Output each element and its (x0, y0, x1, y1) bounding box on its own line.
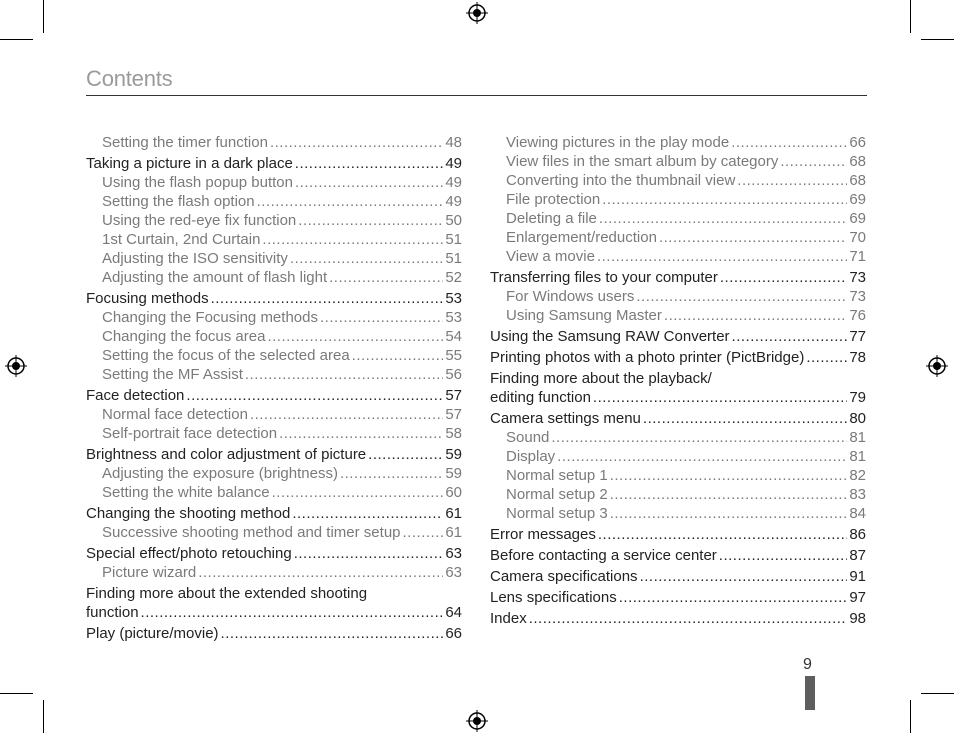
toc-entry-title: Normal face detection (102, 406, 248, 423)
toc-entry-page: 83 (849, 486, 866, 503)
registration-mark-icon (5, 355, 27, 377)
toc-entry[interactable] (86, 405, 462, 424)
toc-entry-page: 61 (445, 524, 462, 541)
toc-leader-dots (599, 209, 847, 228)
toc-entry[interactable] (490, 209, 866, 228)
toc-entry-title: Enlargement/reduction (506, 229, 657, 246)
toc-leader-dots (329, 268, 443, 287)
toc-entry-title: function (86, 604, 139, 621)
toc-entry-page: 54 (445, 328, 462, 345)
toc-entry-title: Changing the Focusing methods (102, 309, 318, 326)
toc-entry-page: 55 (445, 347, 462, 364)
registration-mark-icon (926, 355, 948, 377)
toc-leader-dots (352, 346, 444, 365)
toc-entry-page: 73 (849, 288, 866, 305)
toc-left-column (86, 133, 462, 643)
toc-leader-dots (557, 447, 847, 466)
toc-entry-title: Deleting a file (506, 210, 597, 227)
toc-entry-page: 57 (445, 406, 462, 423)
toc-leader-dots (295, 154, 444, 173)
crop-mark (43, 700, 44, 733)
toc-entry[interactable] (86, 192, 462, 211)
toc-entry-page: 66 (445, 625, 462, 642)
toc-entry[interactable] (490, 190, 866, 209)
toc-entry-page: 86 (849, 526, 866, 543)
toc-entry[interactable] (86, 624, 462, 643)
toc-entry-page: 87 (849, 547, 866, 564)
toc-leader-dots (262, 230, 443, 249)
toc-entry-title: Index (490, 610, 527, 627)
toc-entry-page: 76 (849, 307, 866, 324)
toc-entry[interactable] (490, 133, 866, 152)
toc-entry-page: 51 (445, 250, 462, 267)
toc-entry-page: 53 (445, 309, 462, 326)
crop-mark (910, 700, 911, 733)
toc-entry-title: Camera settings menu (490, 410, 641, 427)
registration-mark-icon (466, 2, 488, 24)
toc-entry-title: Lens specifications (490, 589, 617, 606)
toc-entry-title: Using the Samsung RAW Converter (490, 328, 730, 345)
toc-entry[interactable] (490, 409, 866, 428)
toc-entry-title: Setting the white balance (102, 484, 270, 501)
toc-entry-title: Changing the shooting method (86, 505, 291, 522)
toc-entry[interactable] (490, 306, 866, 325)
toc-leader-dots (320, 308, 443, 327)
toc-entry-title: Using the red-eye fix function (102, 212, 297, 229)
toc-entry[interactable] (86, 173, 462, 192)
toc-entry-title: Sound (506, 429, 550, 446)
toc-entry[interactable] (86, 445, 462, 464)
toc-entry[interactable] (490, 268, 866, 287)
toc-leader-dots (279, 424, 443, 443)
toc-entry[interactable] (490, 466, 866, 485)
toc-entry-page: 60 (445, 484, 462, 501)
toc-entry-page: 59 (445, 446, 462, 463)
toc-entry-title: Camera specifications (490, 568, 638, 585)
toc-entry-title: Transferring files to your computer (490, 269, 718, 286)
toc-leader-dots (267, 327, 443, 346)
toc-entry[interactable] (86, 230, 462, 249)
toc-entry-page: 82 (849, 467, 866, 484)
toc-entry-page: 80 (849, 410, 866, 427)
toc-leader-dots (551, 428, 847, 447)
crop-mark (921, 693, 954, 694)
toc-entry-page: 77 (849, 328, 866, 345)
toc-entry-page: 66 (849, 134, 866, 151)
toc-leader-dots (221, 624, 444, 643)
toc-entry-page: 70 (849, 229, 866, 246)
toc-entry[interactable] (86, 483, 462, 502)
toc-entry-page: 64 (445, 604, 462, 621)
toc-leader-dots (368, 445, 443, 464)
toc-entry-page: 81 (849, 448, 866, 465)
toc-entry-page: 49 (445, 174, 462, 191)
toc-leader-dots (290, 249, 443, 268)
toc-leader-dots (141, 603, 444, 622)
toc-leader-dots (198, 563, 443, 582)
toc-leader-dots (295, 173, 443, 192)
toc-entry[interactable] (490, 588, 866, 607)
toc-entry-page: 50 (445, 212, 462, 229)
toc-entry[interactable] (86, 544, 462, 563)
toc-leader-dots (610, 466, 848, 485)
registration-mark-icon (466, 710, 488, 732)
toc-entry[interactable] (86, 523, 462, 542)
toc-entry-page: 81 (849, 429, 866, 446)
toc-entry[interactable] (490, 546, 866, 565)
toc-entry-title: Special effect/photo retouching (86, 545, 292, 562)
toc-leader-dots (659, 228, 847, 247)
toc-leader-dots (732, 327, 848, 346)
toc-entry[interactable] (86, 289, 462, 308)
toc-entry-title: Display (506, 448, 556, 465)
toc-leader-dots (272, 483, 444, 502)
page-title: Contents (86, 66, 173, 91)
toc-leader-dots (598, 525, 847, 544)
toc-entry-page: 57 (445, 387, 462, 404)
toc-entry[interactable] (86, 249, 462, 268)
toc-leader-dots (593, 388, 847, 407)
toc-entry-page: 79 (849, 389, 866, 406)
toc-leader-dots (806, 348, 847, 367)
toc-entry-title: For Windows users (506, 288, 635, 305)
toc-entry[interactable] (86, 504, 462, 523)
toc-entry[interactable] (490, 388, 866, 407)
toc-entry-title: Face detection (86, 387, 185, 404)
toc-entry-page: 59 (445, 465, 462, 482)
toc-entry-title: Focusing methods (86, 290, 209, 307)
toc-entry[interactable] (490, 485, 866, 504)
toc-entry-page: 56 (445, 366, 462, 383)
toc-entry[interactable] (86, 133, 462, 152)
toc-entry[interactable] (86, 346, 462, 365)
toc-entry-title: Using Samsung Master (506, 307, 662, 324)
toc-entry-title: Picture wizard (102, 564, 197, 581)
toc-entry[interactable] (490, 228, 866, 247)
toc-entry[interactable] (86, 211, 462, 230)
toc-leader-dots (186, 386, 443, 405)
toc-leader-dots (636, 287, 847, 306)
toc-entry[interactable] (86, 424, 462, 443)
toc-leader-dots (211, 289, 444, 308)
toc-entry-title: Setting the focus of the selected area (102, 347, 350, 364)
toc-entry[interactable] (86, 154, 462, 173)
toc-entry[interactable] (490, 247, 866, 266)
toc-leader-dots (719, 546, 848, 565)
toc-entry[interactable] (490, 609, 866, 628)
toc-entry-page: 61 (445, 505, 462, 522)
toc-entry-title: Self-portrait face detection (102, 425, 278, 442)
toc-entry[interactable] (490, 348, 866, 367)
toc-entry-title: Viewing pictures in the play mode (506, 134, 730, 151)
toc-entry-title: Taking a picture in a dark place (86, 155, 293, 172)
toc-leader-dots (597, 247, 847, 266)
crop-mark (43, 0, 44, 33)
title-rule (86, 95, 867, 96)
toc-entry[interactable] (490, 171, 866, 190)
toc-entry-title: Setting the timer function (102, 134, 268, 151)
toc-entry-page: 58 (445, 425, 462, 442)
toc-leader-dots (340, 464, 443, 483)
toc-entry-page: 63 (445, 564, 462, 581)
toc-entry-title: View files in the smart album by category (506, 153, 779, 170)
toc-leader-dots (643, 409, 847, 428)
toc-leader-dots (737, 171, 847, 190)
toc-entry[interactable] (490, 287, 866, 306)
crop-mark (910, 0, 911, 33)
toc-entry-line: Finding more about the extended shooting (86, 585, 368, 602)
toc-entry-page: 97 (849, 589, 866, 606)
toc-leader-dots (610, 485, 848, 504)
toc-leader-dots (257, 192, 444, 211)
toc-right-column (490, 133, 866, 628)
toc-entry-page: 53 (445, 290, 462, 307)
page-tab-marker (805, 676, 815, 710)
toc-leader-dots (250, 405, 443, 424)
toc-entry[interactable] (490, 504, 866, 523)
toc-leader-dots (270, 133, 443, 152)
toc-entry-page: 69 (849, 191, 866, 208)
toc-entry-page: 91 (849, 568, 866, 585)
toc-leader-dots (610, 504, 848, 523)
toc-entry-title: Adjusting the exposure (brightness) (102, 465, 338, 482)
crop-mark (0, 39, 33, 40)
toc-leader-dots (780, 152, 847, 171)
toc-entry-title: Adjusting the ISO sensitivity (102, 250, 288, 267)
toc-entry-title: Printing photos with a photo printer (PictBridge) (490, 349, 805, 366)
toc-entry-page: 69 (849, 210, 866, 227)
toc-entry-title: Adjusting the amount of flash light (102, 269, 328, 286)
toc-entry-title: Normal setup 1 (506, 467, 608, 484)
toc-entry-title: Setting the MF Assist (102, 366, 243, 383)
toc-entry-title: Play (picture/movie) (86, 625, 219, 642)
toc-entry-title: Setting the flash option (102, 193, 255, 210)
toc-leader-dots (298, 211, 443, 230)
toc-leader-dots (720, 268, 847, 287)
toc-entry-page: 73 (849, 269, 866, 286)
toc-leader-dots (664, 306, 847, 325)
crop-mark (0, 693, 33, 694)
toc-entry-title: 1st Curtain, 2nd Curtain (102, 231, 261, 248)
toc-entry-page: 98 (849, 610, 866, 627)
toc-entry[interactable] (86, 603, 462, 622)
toc-entry[interactable] (490, 447, 866, 466)
toc-entry-title: Changing the focus area (102, 328, 266, 345)
toc-entry-page: 84 (849, 505, 866, 522)
toc-leader-dots (602, 190, 847, 209)
page-number: 9 (803, 656, 812, 673)
toc-leader-dots (529, 609, 848, 628)
toc-leader-dots (619, 588, 848, 607)
toc-entry-title: File protection (506, 191, 601, 208)
toc-entry-title: Before contacting a service center (490, 547, 717, 564)
toc-entry-title: Error messages (490, 526, 596, 543)
toc-entry[interactable] (490, 152, 866, 171)
toc-leader-dots (403, 523, 444, 542)
toc-leader-dots (245, 365, 443, 384)
toc-entry-title: Normal setup 3 (506, 505, 608, 522)
toc-entry-page: 48 (445, 134, 462, 151)
toc-entry-page: 63 (445, 545, 462, 562)
toc-entry-title: View a movie (506, 248, 595, 265)
toc-entry-page: 51 (445, 231, 462, 248)
toc-entry[interactable] (86, 464, 462, 483)
toc-entry-page: 49 (445, 193, 462, 210)
toc-entry-page: 52 (445, 269, 462, 286)
toc-entry-title: Brightness and color adjustment of picture (86, 446, 367, 463)
toc-entry[interactable] (490, 567, 866, 586)
toc-entry[interactable] (490, 428, 866, 447)
toc-entry[interactable] (86, 563, 462, 582)
toc-entry[interactable] (86, 268, 462, 287)
toc-entry-title: editing function (490, 389, 591, 406)
toc-entry-page: 71 (849, 248, 866, 265)
toc-entry[interactable] (86, 365, 462, 384)
toc-entry-page: 49 (445, 155, 462, 172)
toc-leader-dots (731, 133, 847, 152)
toc-entry-title: Converting into the thumbnail view (506, 172, 736, 189)
toc-entry-page: 68 (849, 172, 866, 189)
toc-entry[interactable] (490, 525, 866, 544)
toc-entry-line: Finding more about the playback/ (490, 370, 712, 387)
toc-entry[interactable] (490, 327, 866, 346)
toc-entry-title: Normal setup 2 (506, 486, 608, 503)
toc-entry-title: Successive shooting method and timer setup (102, 524, 401, 541)
toc-entry[interactable] (86, 327, 462, 346)
toc-entry[interactable] (86, 386, 462, 405)
toc-leader-dots (640, 567, 848, 586)
toc-entry[interactable] (86, 308, 462, 327)
toc-entry-page: 68 (849, 153, 866, 170)
crop-mark (921, 39, 954, 40)
toc-entry-page: 78 (849, 349, 866, 366)
toc-leader-dots (292, 504, 443, 523)
toc-entry-title: Using the flash popup button (102, 174, 293, 191)
toc-leader-dots (294, 544, 444, 563)
